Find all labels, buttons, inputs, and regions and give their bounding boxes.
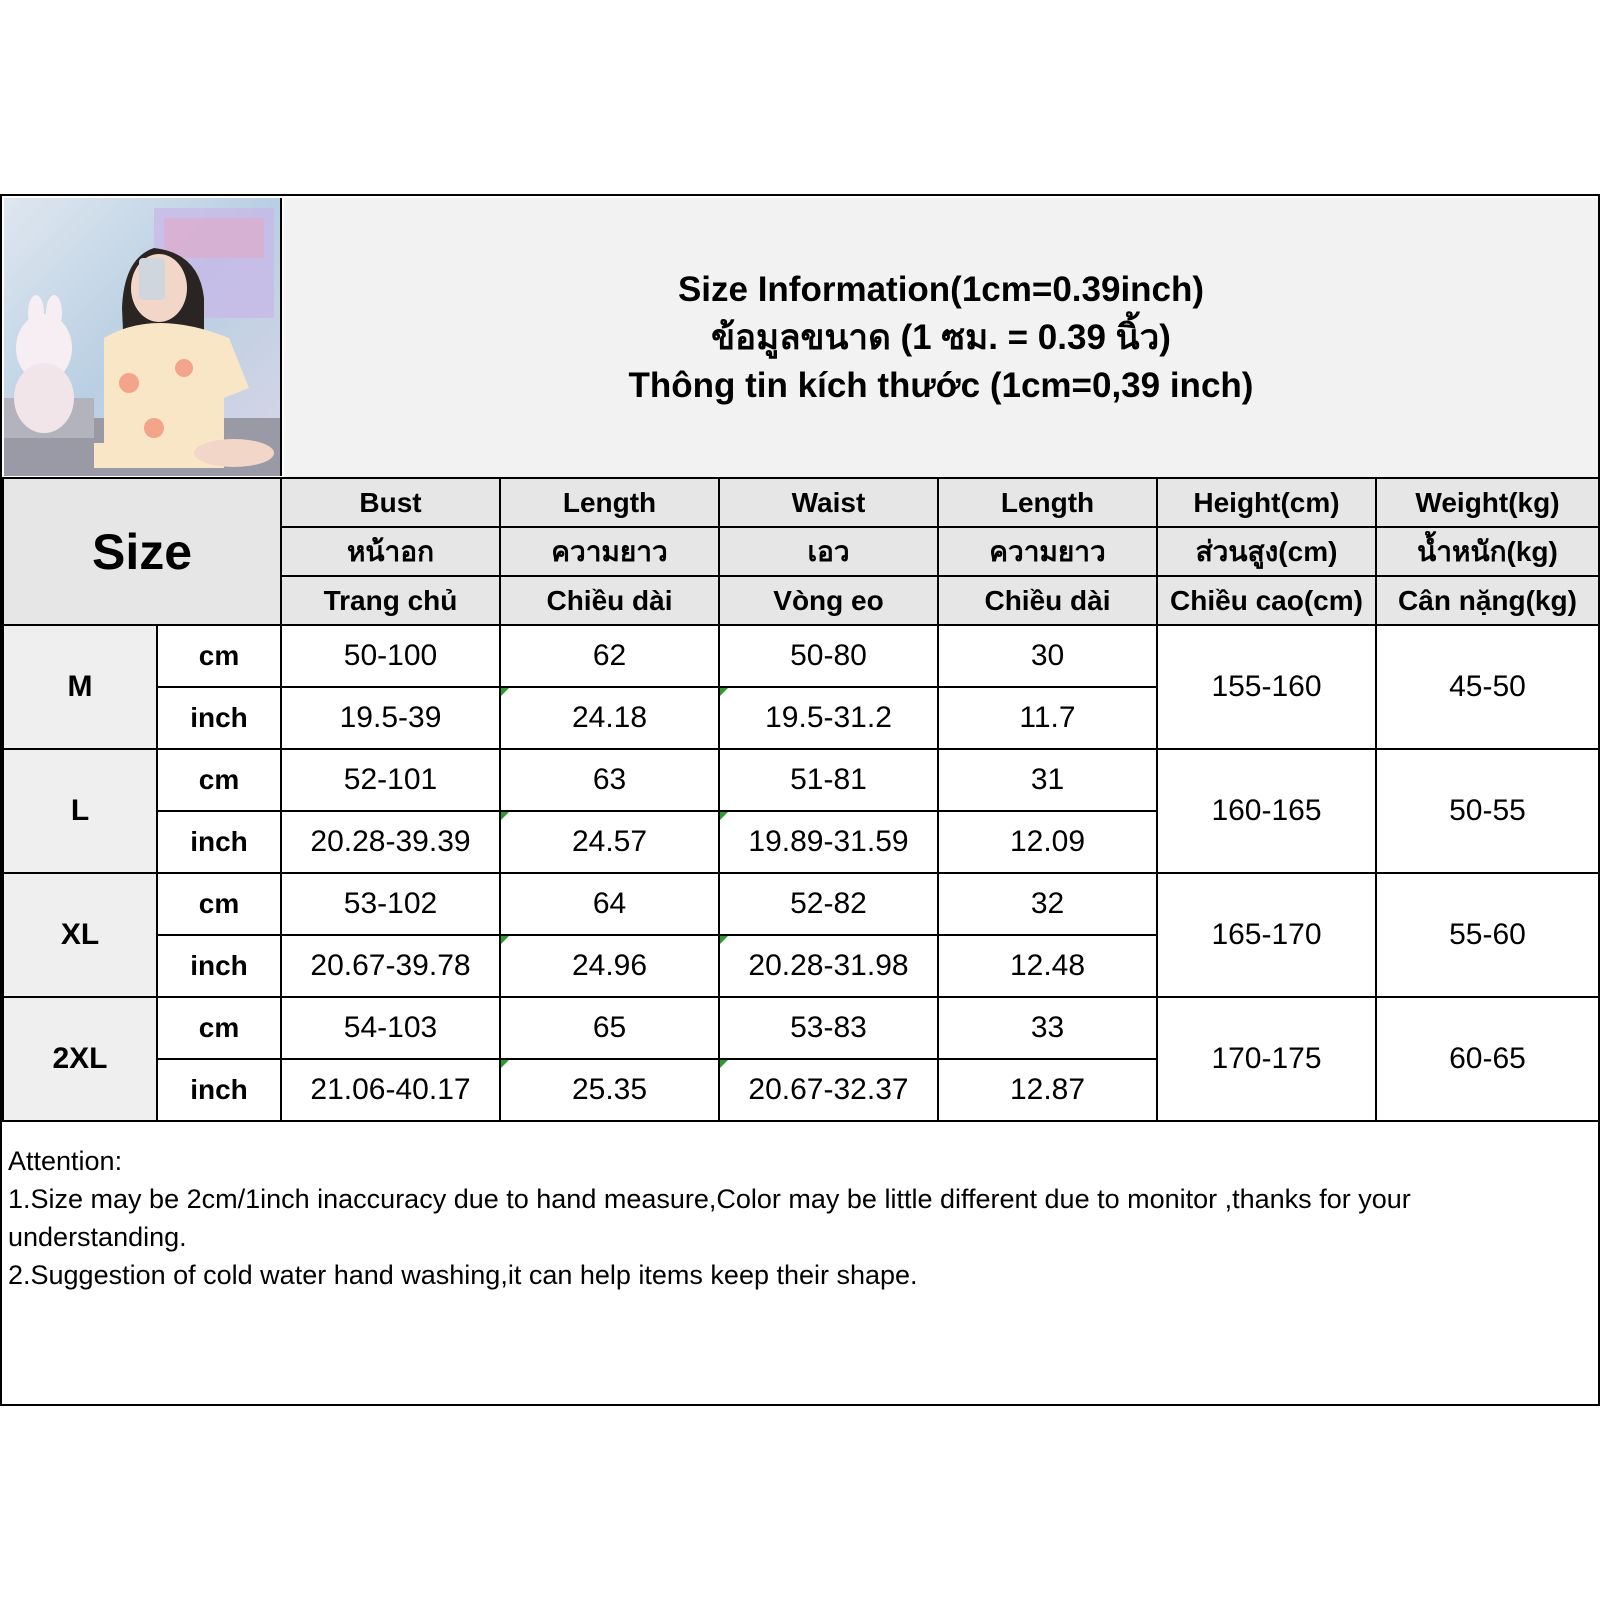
weight-cell: 45-50 — [1376, 625, 1599, 749]
size-chart — [0, 194, 1600, 1406]
column-header: Chiều dài — [938, 576, 1157, 625]
attention-note-1: 1.Size may be 2cm/1inch inaccuracy due to hand measure,Color may be little different due to monitor ,thanks for your understanding. — [8, 1184, 1411, 1252]
unit-label: inch — [157, 935, 281, 997]
column-header: หน้าอก — [281, 527, 500, 576]
weight-cell: 60-65 — [1376, 997, 1599, 1121]
table-cell: 52-82 — [719, 873, 938, 935]
size-table — [2, 477, 1600, 1122]
title-vietnamese: Thông tin kích thước (1cm=0,39 inch) — [628, 365, 1254, 405]
table-row — [3, 997, 1599, 1059]
column-header: Bust — [281, 478, 500, 527]
table-cell: 12.87 — [938, 1059, 1157, 1121]
table-row — [3, 625, 1599, 687]
table-cell: 53-102 — [281, 873, 500, 935]
column-header: น้ำหนัก(kg) — [1376, 527, 1599, 576]
column-header: เอว — [719, 527, 938, 576]
weight-cell: 55-60 — [1376, 873, 1599, 997]
table-cell: 25.35 — [500, 1059, 719, 1121]
size-name: XL — [3, 873, 157, 997]
product-photo — [4, 198, 282, 476]
column-header: Chiều dài — [500, 576, 719, 625]
height-cell: 170-175 — [1157, 997, 1376, 1121]
attention-notes — [8, 1142, 1588, 1294]
table-cell: 51-81 — [719, 749, 938, 811]
table-cell: 33 — [938, 997, 1157, 1059]
table-cell: 32 — [938, 873, 1157, 935]
table-cell: 24.57 — [500, 811, 719, 873]
column-header: ส่วนสูง(cm) — [1157, 527, 1376, 576]
table-cell: 64 — [500, 873, 719, 935]
unit-label: cm — [157, 625, 281, 687]
table-cell: 50-100 — [281, 625, 500, 687]
table-cell: 31 — [938, 749, 1157, 811]
attention-heading: Attention: — [8, 1146, 123, 1176]
table-cell: 63 — [500, 749, 719, 811]
unit-label: cm — [157, 997, 281, 1059]
header-row-english — [3, 478, 1599, 527]
size-name: L — [3, 749, 157, 873]
table-cell: 19.5-31.2 — [719, 687, 938, 749]
column-header: Chiều cao(cm) — [1157, 576, 1376, 625]
table-cell: 50-80 — [719, 625, 938, 687]
column-header: ความยาว — [500, 527, 719, 576]
table-cell: 24.18 — [500, 687, 719, 749]
column-header: ความยาว — [938, 527, 1157, 576]
table-cell: 54-103 — [281, 997, 500, 1059]
title-thai: ข้อมูลขนาด (1 ซม. = 0.39 นิ้ว) — [711, 317, 1171, 357]
size-header: Size — [3, 478, 281, 625]
table-cell: 53-83 — [719, 997, 938, 1059]
title-english: Size Information(1cm=0.39inch) — [677, 269, 1205, 309]
table-cell: 52-101 — [281, 749, 500, 811]
table-row — [3, 873, 1599, 935]
attention-note-2: 2.Suggestion of cold water hand washing,it can help items keep their shape. — [8, 1260, 918, 1290]
column-header: Length — [500, 478, 719, 527]
table-cell: 30 — [938, 625, 1157, 687]
column-header: Cân nặng(kg) — [1376, 576, 1599, 625]
table-cell: 12.48 — [938, 935, 1157, 997]
table-cell: 20.67-39.78 — [281, 935, 500, 997]
table-cell: 19.89-31.59 — [719, 811, 938, 873]
unit-label: inch — [157, 1059, 281, 1121]
column-header: Length — [938, 478, 1157, 527]
column-header: Height(cm) — [1157, 478, 1376, 527]
column-header: Weight(kg) — [1376, 478, 1599, 527]
table-cell: 62 — [500, 625, 719, 687]
size-name: 2XL — [3, 997, 157, 1121]
size-name: M — [3, 625, 157, 749]
table-cell: 20.28-39.39 — [281, 811, 500, 873]
table-cell: 20.28-31.98 — [719, 935, 938, 997]
weight-cell: 50-55 — [1376, 749, 1599, 873]
table-cell: 12.09 — [938, 811, 1157, 873]
column-header: Trang chủ — [281, 576, 500, 625]
height-cell: 165-170 — [1157, 873, 1376, 997]
title-area — [284, 198, 1598, 477]
unit-label: inch — [157, 811, 281, 873]
unit-label: cm — [157, 873, 281, 935]
table-cell: 11.7 — [938, 687, 1157, 749]
table-row — [3, 749, 1599, 811]
height-cell: 155-160 — [1157, 625, 1376, 749]
table-cell: 20.67-32.37 — [719, 1059, 938, 1121]
table-cell: 65 — [500, 997, 719, 1059]
height-cell: 160-165 — [1157, 749, 1376, 873]
column-header: Vòng eo — [719, 576, 938, 625]
table-cell: 24.96 — [500, 935, 719, 997]
table-cell: 19.5-39 — [281, 687, 500, 749]
column-header: Waist — [719, 478, 938, 527]
unit-label: inch — [157, 687, 281, 749]
table-cell: 21.06-40.17 — [281, 1059, 500, 1121]
unit-label: cm — [157, 749, 281, 811]
model-photo-illustration — [4, 198, 280, 476]
